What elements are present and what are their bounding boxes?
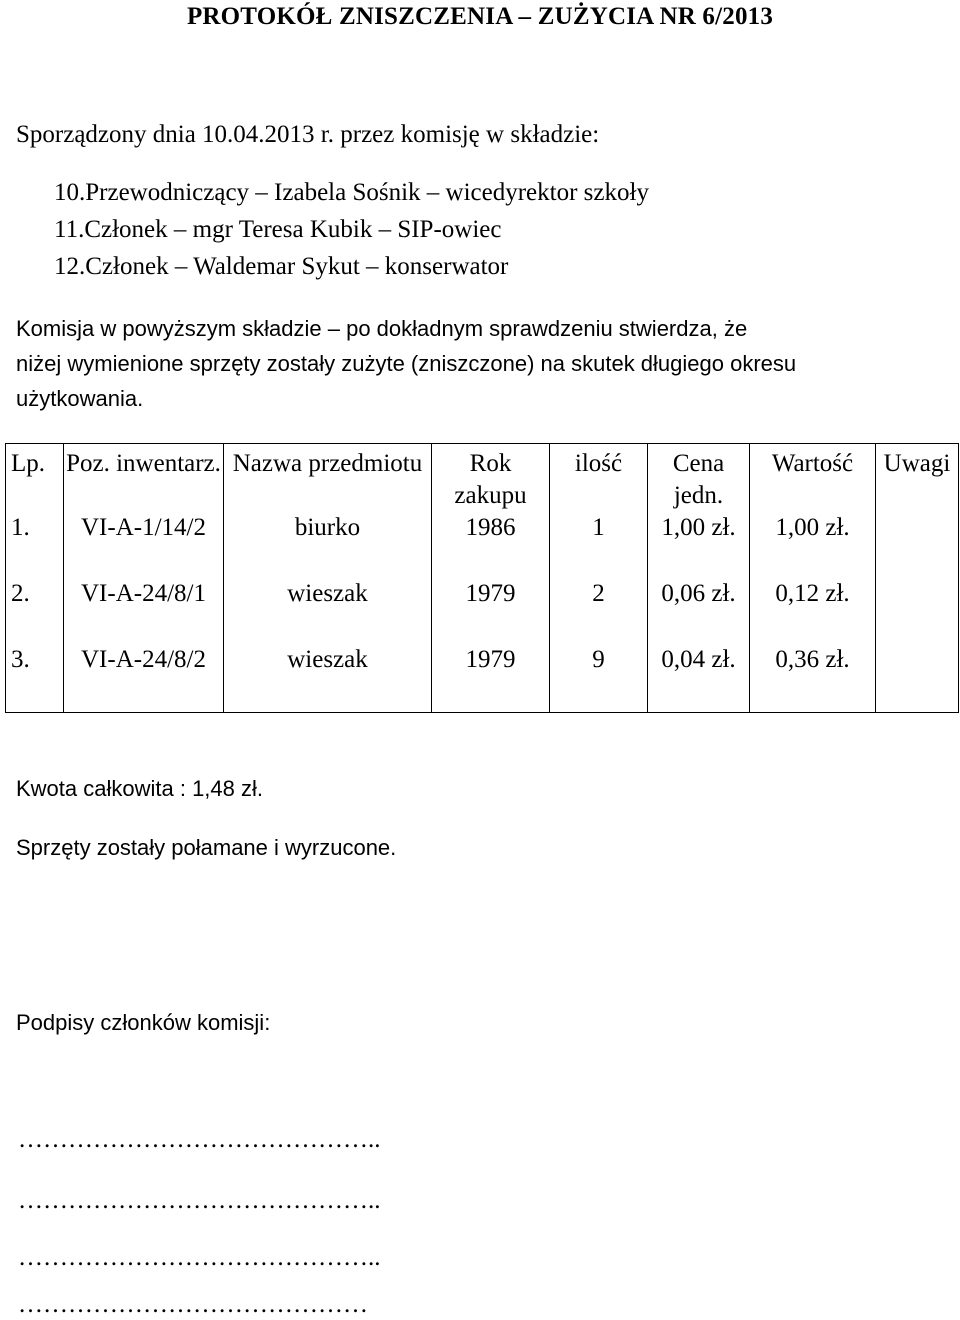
items-table <box>5 443 959 713</box>
cell-poz: VI-A-1/14/2 <box>64 512 224 578</box>
table-header-row <box>6 444 959 513</box>
header-ilosc: ilość <box>550 444 648 513</box>
statement-line-3: użytkowania. <box>16 386 144 411</box>
cell-wartosc: 1,00 zł. <box>750 512 876 578</box>
disposal-note: Sprzęty zostały połamane i wyrzucone. <box>16 835 397 860</box>
cell-uwagi <box>876 578 959 644</box>
cell-cena: 0,06 zł. <box>648 578 750 644</box>
cell-wartosc: 0,12 zł. <box>750 578 876 644</box>
statement-paragraph <box>16 311 946 416</box>
header-cena: Cena jedn. <box>648 444 750 513</box>
cell-rok: 1986 <box>432 512 550 578</box>
cell-nazwa: wieszak <box>224 578 432 644</box>
cell-nazwa: biurko <box>224 512 432 578</box>
signature-line-3: …………………………………….. <box>18 1244 381 1271</box>
cell-rok: 1979 <box>432 644 550 713</box>
cell-ilosc: 1 <box>550 512 648 578</box>
signature-line-2: …………………………………….. <box>18 1187 381 1214</box>
header-lp: Lp. <box>6 444 64 513</box>
cell-uwagi <box>876 512 959 578</box>
statement-line-2: niżej wymienione sprzęty zostały zużyte (zniszczone) na skutek długiego okresu <box>16 351 797 376</box>
header-rok: Rok zakupu <box>432 444 550 513</box>
intro-line: Sporządzony dnia 10.04.2013 r. przez komisję w składzie: <box>16 121 600 148</box>
table-row <box>6 578 959 644</box>
cell-lp: 3. <box>6 644 64 713</box>
table-row <box>6 512 959 578</box>
cell-nazwa: wieszak <box>224 644 432 713</box>
total-amount: Kwota całkowita : 1,48 zł. <box>16 776 264 801</box>
cell-uwagi <box>876 644 959 713</box>
commission-member-3: 12.Członek – Waldemar Sykut – konserwator <box>54 253 509 280</box>
cell-cena: 1,00 zł. <box>648 512 750 578</box>
signature-line-4: …………………………………… <box>18 1291 368 1318</box>
header-wartosc: Wartość <box>750 444 876 513</box>
header-nazwa: Nazwa przedmiotu <box>224 444 432 513</box>
table-row <box>6 644 959 713</box>
commission-member-2: 11.Członek – mgr Teresa Kubik – SIP-owiec <box>54 216 502 243</box>
header-poz: Poz. inwentarz. <box>64 444 224 513</box>
cell-lp: 1. <box>6 512 64 578</box>
document-title: PROTOKÓŁ ZNISZCZENIA – ZUŻYCIA NR 6/2013 <box>186 3 774 30</box>
statement-line-1: Komisja w powyższym składzie – po dokładnym sprawdzeniu stwierdza, że <box>16 316 748 341</box>
header-uwagi: Uwagi <box>876 444 959 513</box>
cell-cena: 0,04 zł. <box>648 644 750 713</box>
cell-wartosc: 0,36 zł. <box>750 644 876 713</box>
cell-ilosc: 2 <box>550 578 648 644</box>
commission-member-1: 10.Przewodniczący – Izabela Sośnik – wicedyrektor szkoły <box>54 179 649 206</box>
cell-rok: 1979 <box>432 578 550 644</box>
cell-lp: 2. <box>6 578 64 644</box>
cell-ilosc: 9 <box>550 644 648 713</box>
signature-line-1: …………………………………….. <box>18 1126 381 1153</box>
cell-poz: VI-A-24/8/1 <box>64 578 224 644</box>
signatures-label: Podpisy członków komisji: <box>16 1010 271 1035</box>
cell-poz: VI-A-24/8/2 <box>64 644 224 713</box>
